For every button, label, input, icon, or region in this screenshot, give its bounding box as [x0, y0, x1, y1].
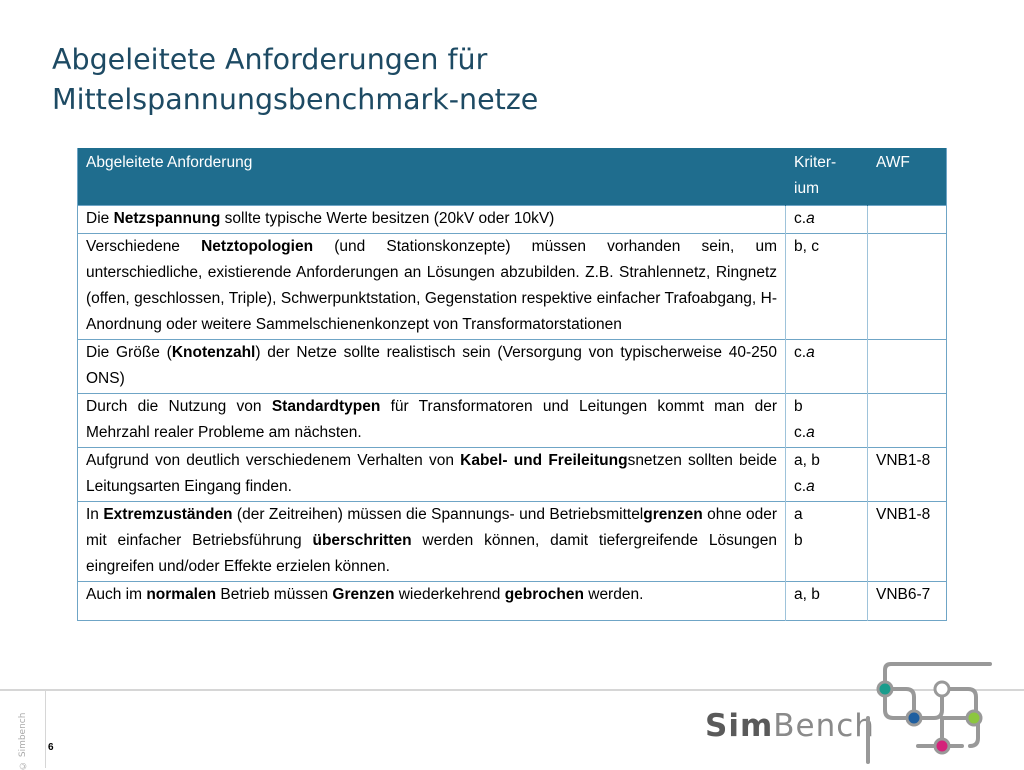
table-header-row	[78, 148, 947, 206]
kriterium-suffix: a	[806, 424, 815, 441]
awf-cell: VNB6-7	[868, 582, 947, 621]
requirement-text: Betrieb müssen	[216, 586, 333, 603]
table-row	[78, 340, 947, 394]
table-row	[78, 394, 947, 448]
requirement-keyword: Knotenzahl	[171, 344, 256, 361]
requirement-text: für Transformatoren und Leitungen kommt man der Mehrzahl realer Probleme am nächsten.	[86, 398, 777, 441]
logo-node-magenta	[935, 739, 949, 753]
header-kriterium-line2: ium	[794, 180, 819, 197]
logo-text-part1: Sim	[705, 708, 774, 744]
kriterium-cell	[786, 394, 868, 448]
header-awf: AWF	[868, 148, 947, 206]
kriterium-value	[794, 206, 859, 232]
logo-node-white	[935, 682, 949, 696]
simbench-logo-text	[705, 708, 875, 744]
requirement-keyword: Netzspannung	[113, 210, 221, 227]
kriterium-prefix: c.	[794, 210, 807, 227]
requirement-cell	[78, 234, 786, 340]
page-title	[52, 40, 952, 120]
requirement-text: Die Größe (	[86, 344, 172, 361]
requirement-text: snetzen sollten beide Leitungsarten Eingang finden.	[86, 452, 777, 495]
requirement-text: werden.	[583, 586, 644, 603]
header-kriterium-line1: Kriter-	[794, 154, 837, 171]
table-body	[78, 206, 947, 621]
header-anforderung: Abgeleitete Anforderung	[78, 148, 786, 206]
requirement-cell	[78, 206, 786, 234]
requirement-text: Aufgrund von deutlich verschiedenem Verhalten von	[86, 452, 461, 469]
requirement-text: (der Zeitreihen) müssen die Spannungs- und Betriebsmittel	[232, 506, 644, 523]
kriterium-suffix: a	[806, 478, 815, 495]
requirement-text: ) der Netze sollte realistisch sein (Versorgung von typischerweise 40-250 ONS)	[86, 344, 777, 387]
table-row	[78, 582, 947, 621]
requirement-text: Die	[86, 210, 114, 227]
kriterium-cell	[786, 340, 868, 394]
requirement-keyword: Standardtypen	[271, 398, 381, 415]
requirement-text: wiederkehrend	[394, 586, 505, 603]
network-logo-icon	[858, 662, 998, 768]
requirement-text: sollte typische Werte besitzen (20kV oder 10kV)	[220, 210, 555, 227]
kriterium-value	[794, 420, 859, 446]
kriterium-value: a, b	[794, 586, 820, 603]
requirement-keyword: grenzen	[643, 506, 703, 523]
kriterium-value: a, b	[794, 452, 820, 469]
requirement-text: Durch die Nutzung von	[86, 398, 272, 415]
kriterium-value: b, c	[794, 238, 819, 255]
table-row	[78, 234, 947, 340]
requirement-cell	[78, 502, 786, 582]
kriterium-value	[794, 474, 859, 500]
logo-node-blue	[907, 711, 921, 725]
requirement-keyword: Extremzuständen	[103, 506, 233, 523]
copyright-text: © Simbench	[18, 712, 28, 770]
awf-cell	[868, 206, 947, 234]
awf-cell	[868, 394, 947, 448]
kriterium-value: b	[794, 532, 803, 549]
table-row	[78, 206, 947, 234]
awf-cell: VNB1-8	[868, 502, 947, 582]
kriterium-value	[794, 340, 859, 366]
requirement-cell	[78, 340, 786, 394]
requirement-text: (und Stationskonzepte) müssen vorhanden sein, um unterschiedliche, existierende Anforderungen an Lösungen abzubilden. Z.B. Strahlennetz, Ringnetz (offen, geschlossen, Triple), Schwerpunktstation, Gegenstation respektive einfacher Trafoabgang, H-Anordnung oder weitere Sammelschienenkonzept von Transformatorstationen	[86, 238, 777, 333]
requirement-text: Auch im	[86, 586, 147, 603]
awf-cell: VNB1-8	[868, 448, 947, 502]
kriterium-suffix: a	[806, 344, 815, 361]
requirement-keyword: normalen	[146, 586, 217, 603]
requirements-table	[77, 148, 947, 621]
kriterium-prefix: c.	[794, 344, 807, 361]
title-line-2: Mittelspannungsbenchmark-netze	[52, 83, 539, 116]
kriterium-cell	[786, 582, 868, 621]
requirement-text: ohne oder mit einfacher Betriebsführung	[86, 506, 777, 549]
requirement-cell	[78, 448, 786, 502]
kriterium-cell	[786, 234, 868, 340]
kriterium-value: a	[794, 506, 803, 523]
kriterium-prefix: c.	[794, 424, 807, 441]
logo-text-part2: Bench	[773, 708, 875, 744]
header-kriterium	[786, 148, 868, 206]
requirement-keyword: Kabel- und Freileitung	[460, 452, 628, 469]
awf-cell	[868, 234, 947, 340]
footer-vertical-divider	[45, 691, 46, 768]
requirement-keyword: Netztopologien	[201, 238, 314, 255]
table-row	[78, 502, 947, 582]
table-row	[78, 448, 947, 502]
kriterium-prefix: c.	[794, 478, 807, 495]
logo-node-green	[967, 711, 981, 725]
requirements-table-container	[77, 148, 946, 621]
requirement-cell	[78, 394, 786, 448]
awf-cell	[868, 340, 947, 394]
page-number: 6	[48, 742, 54, 753]
requirement-keyword: gebrochen	[504, 586, 584, 603]
requirement-text: werden können, damit tiefergreifende Lösungen eingreifen und/oder Effekte erzielen können.	[86, 532, 777, 575]
requirement-text: Verschiedene	[86, 238, 202, 255]
requirement-keyword: überschritten	[312, 532, 412, 549]
kriterium-value: b	[794, 398, 803, 415]
requirement-text: In	[86, 506, 104, 523]
kriterium-suffix: a	[806, 210, 815, 227]
kriterium-cell	[786, 206, 868, 234]
title-line-1: Abgeleitete Anforderungen für	[52, 43, 488, 76]
kriterium-cell	[786, 448, 868, 502]
requirement-keyword: Grenzen	[332, 586, 395, 603]
logo-node-teal	[878, 682, 892, 696]
kriterium-cell	[786, 502, 868, 582]
requirement-cell	[78, 582, 786, 621]
